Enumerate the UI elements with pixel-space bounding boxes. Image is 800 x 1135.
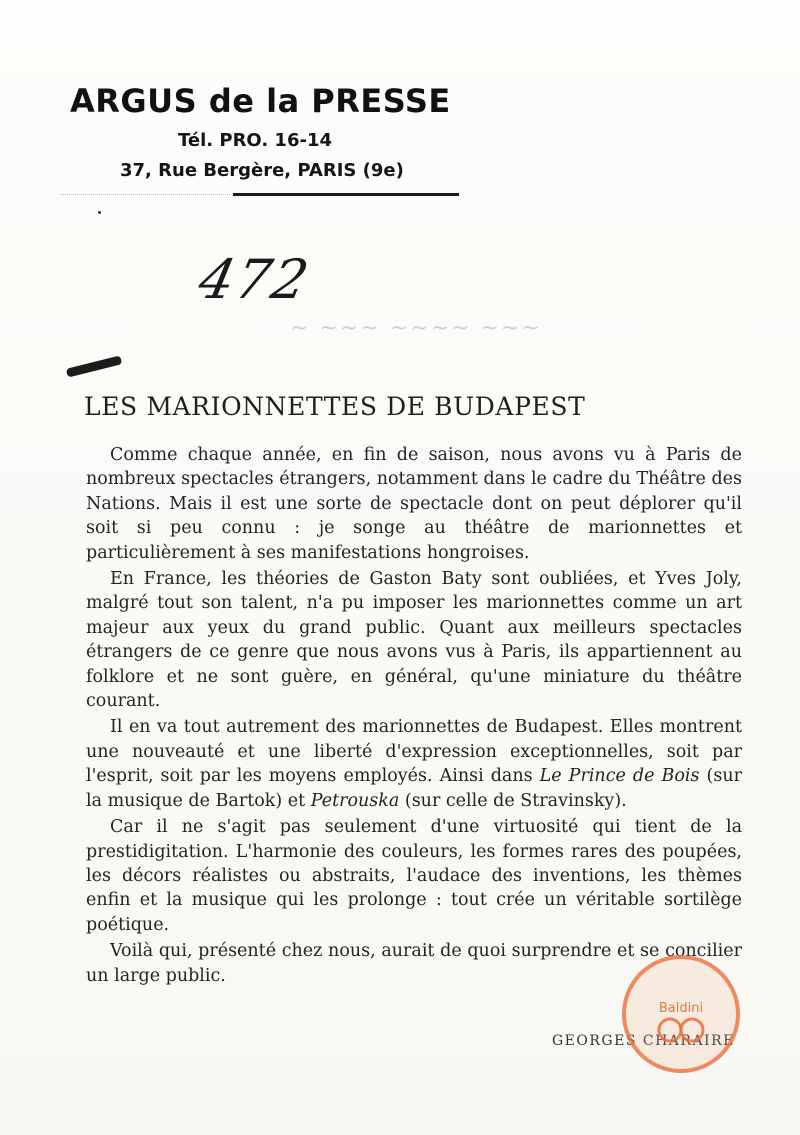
paragraph-3-text-c: (sur celle de Stravinsky).: [399, 790, 627, 811]
work-title-prince-de-bois: Le Prince de Bois: [539, 766, 700, 787]
watermark-stamp: [622, 955, 740, 1073]
agency-address: 37, Rue Bergère, PARIS (9e): [120, 160, 404, 181]
paragraph-3-text-a: Il en va tout autrement des marionnettes de Budapest. Elles montrent une nouveauté et une liberté d'expression exceptionnelles, soit par l'esprit, soit par les moyens employés. Ainsi dans: [86, 717, 742, 787]
dotted-divider: [60, 194, 230, 195]
paragraph-3-text-b: (sur la musique de Bartok) et: [86, 766, 742, 811]
stamp-loops-icon: [648, 1015, 714, 1045]
author-signature: GEORGES CHARAIRE: [552, 1033, 735, 1049]
article-title: LES MARIONNETTES DE BUDAPEST: [84, 392, 586, 421]
article-body: [86, 443, 742, 990]
letterhead: [70, 82, 470, 181]
paragraph-2: En France, les théories de Gaston Baty sont oubliées, et Yves Joly, malgré tout son talent, n'a pu imposer les marionnettes comme un art majeur aux yeux du grand public. Quant aux meilleurs spectacles étrangers de ce genre que nous avons vus à Paris, ils appartiennent au folklore et ne sont guère, en général, qu'une miniature du théâtre courant.: [86, 569, 742, 712]
paragraph-5: Voilà qui, présenté chez nous, aurait de quoi surprendre et se concilier un large public.: [86, 941, 742, 986]
header-rule: [233, 193, 459, 196]
agency-name: ARGUS de la PRESSE: [70, 82, 451, 120]
faded-stamp-text: ~ ~~~ ~~~~ ~~~: [290, 316, 542, 341]
paragraph-1: Comme chaque année, en fin de saison, nous avons vu à Paris de nombreux spectacles étrangers, notamment dans le cadre du Théâtre des Nations. Mais il est une sorte de spectacle dont on peut déplorer qu'il soit si peu connu : je songe au théâtre de marionnettes et particulièrement à ses manifestations hongroises.: [86, 445, 742, 563]
ink-mark: [66, 355, 123, 377]
ink-dot: [98, 211, 101, 214]
agency-phone: Tél. PRO. 16-14: [178, 130, 333, 151]
stamp-text: Baldini: [658, 1001, 704, 1016]
paragraph-4: Car il ne s'agit pas seulement d'une virtuosité qui tient de la prestidigitation. L'harmonie des couleurs, les formes rares des poupées, les décors réalistes ou abstraits, l'audace des inventions, les thèmes enfin et la musique qui les prolonge : tout crée un véritable sortilège poétique.: [86, 817, 742, 935]
work-title-petrouska: Petrouska: [310, 790, 400, 811]
paragraph-3: [86, 715, 742, 813]
handwritten-number: 472: [193, 248, 316, 311]
